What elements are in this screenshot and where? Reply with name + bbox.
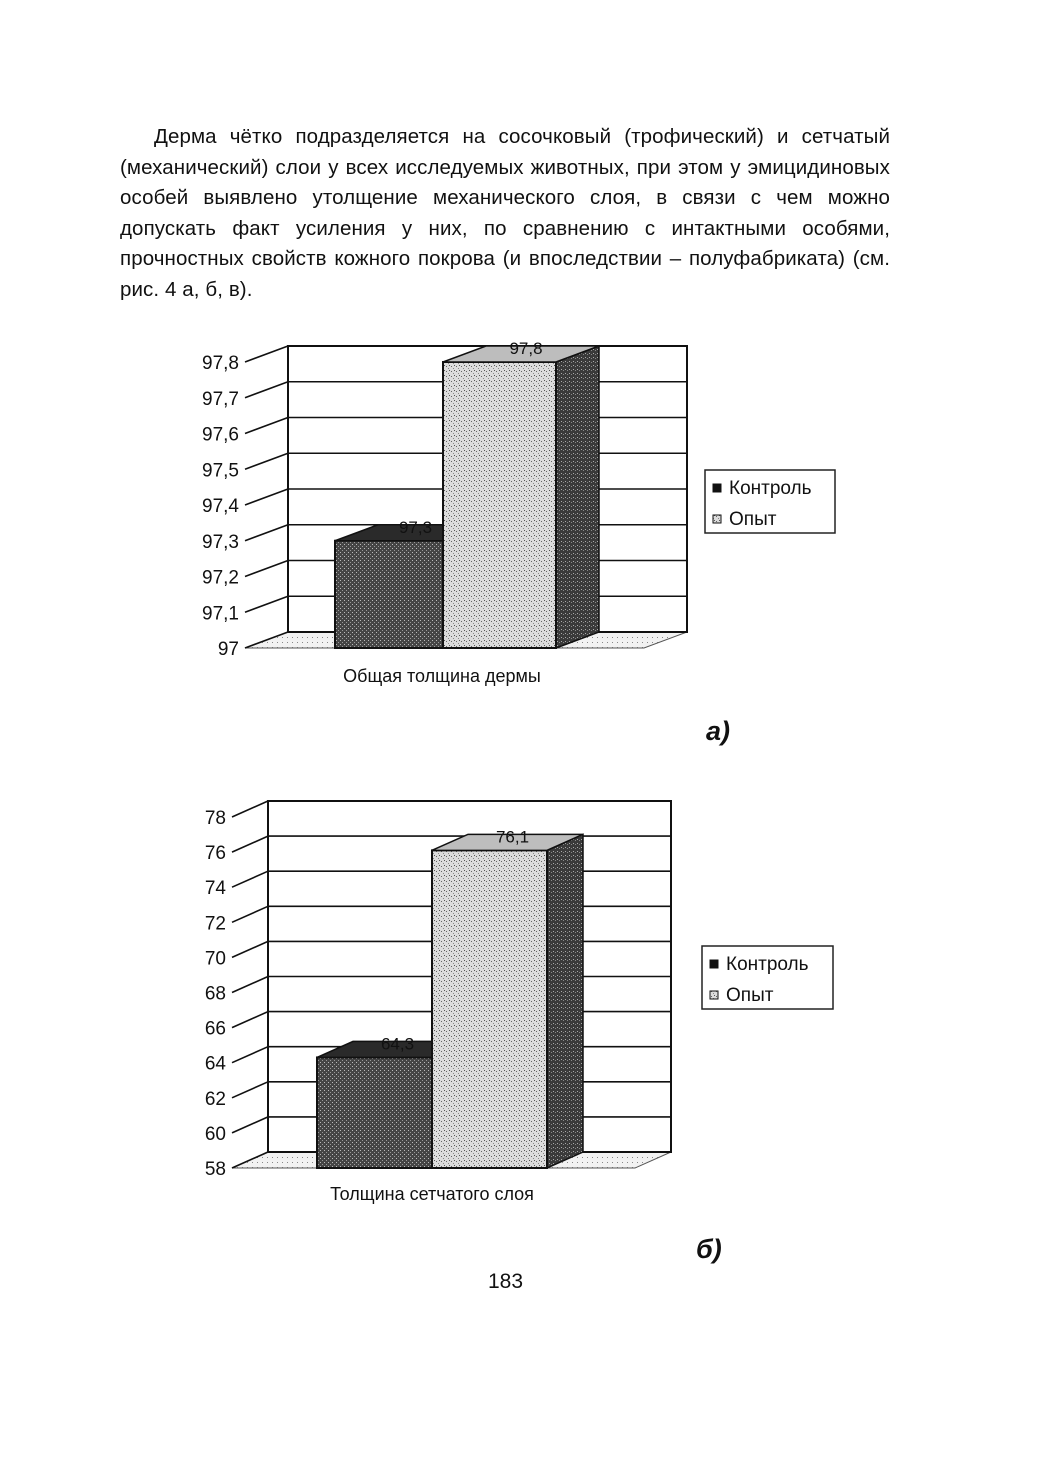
bar-experiment bbox=[443, 362, 556, 648]
y-tick-label: 66 bbox=[204, 1018, 226, 1040]
body-paragraph: Дерма чётко подразделяется на сосочковый (трофический) и сетчатый (механический) слои у всех исследуемых животных, при этом у эмицидиновых особей выявлено утолщение механического слоя, в связи с чем можно допускать факт усиления у них, по сравнению с интактными особями, прочностных свойств кожного покрова (и впоследствии – полуфабриката) (см. рис. 4 а, б, в). bbox=[120, 125, 890, 301]
side-gridline bbox=[232, 906, 268, 922]
side-gridline bbox=[245, 382, 288, 398]
side-gridline bbox=[245, 525, 288, 541]
y-tick-label: 58 bbox=[204, 1159, 226, 1180]
page-number: 183 bbox=[488, 1270, 524, 1293]
legend-label-experiment: Опыт bbox=[729, 509, 777, 530]
y-tick-label: 60 bbox=[204, 1123, 226, 1145]
data-label-experiment: 76,1 bbox=[495, 827, 530, 847]
legend-label-control: Контроль bbox=[726, 954, 809, 975]
legend-swatch-experiment bbox=[710, 991, 718, 999]
chart-a bbox=[0, 300, 1045, 720]
legend-swatch-experiment bbox=[713, 515, 721, 523]
y-tick-label: 64 bbox=[204, 1053, 226, 1075]
y-tick-label: 62 bbox=[204, 1088, 226, 1110]
y-tick-label: 70 bbox=[204, 948, 226, 970]
bar-side-experiment bbox=[547, 834, 583, 1168]
figure-label-a: а) bbox=[706, 716, 731, 746]
legend-label-experiment: Опыт bbox=[726, 985, 774, 1006]
chart-b bbox=[0, 770, 1045, 1240]
side-gridline bbox=[245, 418, 288, 434]
y-tick-label: 97,2 bbox=[202, 567, 239, 589]
data-label-experiment: 97,8 bbox=[509, 339, 543, 358]
side-gridline bbox=[232, 871, 268, 887]
bar-experiment bbox=[432, 850, 547, 1168]
side-gridline bbox=[245, 596, 288, 612]
y-tick-label: 97,1 bbox=[202, 603, 239, 625]
figure-label-b: б) bbox=[696, 1234, 722, 1264]
side-gridline bbox=[232, 836, 268, 852]
y-tick-label: 97,7 bbox=[202, 388, 239, 410]
x-axis-label: Общая толщина дермы bbox=[343, 666, 541, 686]
side-gridline bbox=[232, 1012, 268, 1028]
y-tick-label: 97,5 bbox=[202, 460, 239, 482]
y-tick-label: 72 bbox=[204, 913, 226, 935]
legend-swatch-control bbox=[710, 960, 718, 968]
bar-control bbox=[335, 541, 443, 648]
side-gridline bbox=[232, 1082, 268, 1098]
y-tick-label: 97 bbox=[217, 639, 239, 660]
bar-side-experiment bbox=[556, 346, 599, 648]
side-gridline bbox=[245, 561, 288, 577]
y-tick-label: 97,8 bbox=[202, 353, 239, 374]
legend-swatch-control bbox=[713, 484, 721, 492]
y-tick-label: 97,4 bbox=[202, 496, 239, 517]
side-gridline bbox=[245, 453, 288, 469]
y-tick-label: 97,3 bbox=[202, 531, 239, 553]
side-gridline bbox=[245, 489, 288, 505]
legend-label-control: Контроль bbox=[729, 478, 812, 499]
side-gridline bbox=[232, 941, 268, 957]
bar-control bbox=[317, 1057, 432, 1168]
y-tick-label: 76 bbox=[204, 843, 226, 865]
y-tick-label: 68 bbox=[204, 983, 226, 1005]
x-axis-label: Толщина сетчатого слоя bbox=[330, 1184, 534, 1204]
side-gridline bbox=[232, 1117, 268, 1133]
data-label-control: 97,3 bbox=[398, 517, 433, 537]
side-gridline bbox=[232, 977, 268, 993]
side-gridline bbox=[232, 801, 268, 817]
y-tick-label: 78 bbox=[204, 808, 226, 829]
y-tick-label: 74 bbox=[204, 878, 226, 900]
data-label-control: 64,3 bbox=[380, 1034, 415, 1054]
y-tick-label: 97,6 bbox=[202, 424, 239, 446]
side-gridline bbox=[232, 1047, 268, 1063]
side-gridline bbox=[245, 346, 288, 362]
